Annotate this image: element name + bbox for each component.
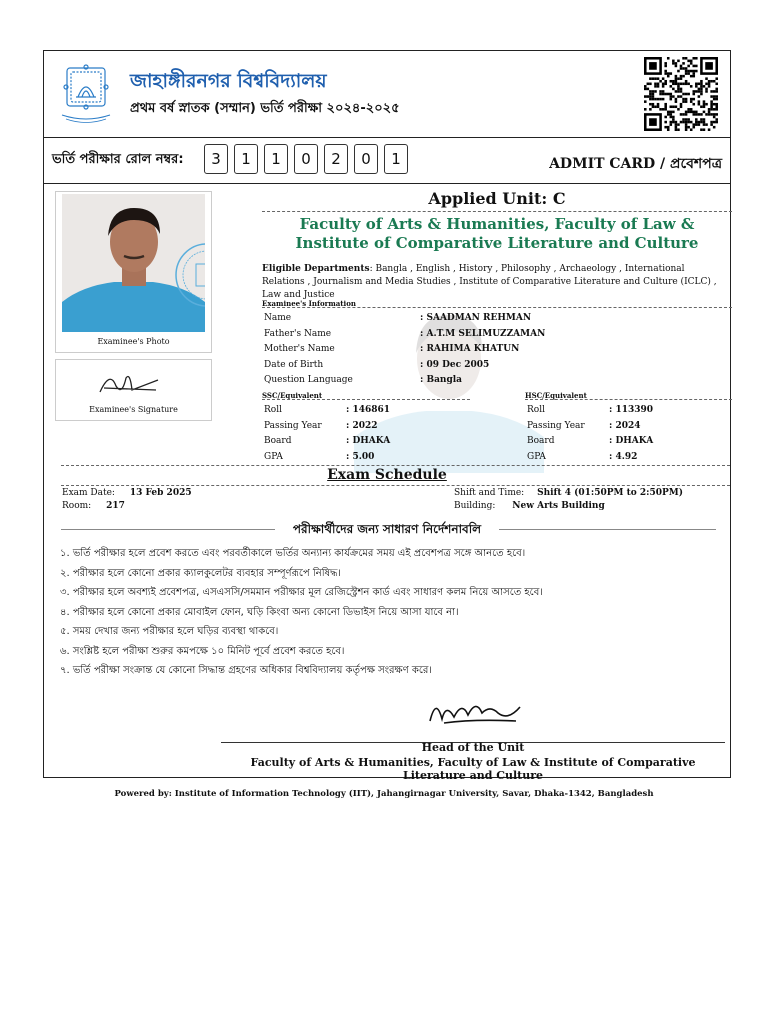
info-label: Father's Name [264, 328, 332, 339]
roll-digit: 3 [204, 144, 228, 174]
hsc-label-cell: GPA [527, 451, 546, 462]
divider [525, 399, 732, 400]
instruction-item: ৭. ভর্তি পরীক্ষা সংক্রান্ত যে কোনো সিদ্ধান্ত গ্রহণের অধিকার বিশ্ববিদ্যালয় কর্তৃপক্ষ সংরক্ষণ করে। [60, 665, 432, 676]
info-value: : 09 Dec 2005 [420, 359, 490, 370]
shift-value: Shift 4 (01:50PM to 2:50PM) [537, 488, 683, 498]
hsc-value: : 2024 [609, 420, 641, 431]
ssc-value: : 2022 [346, 420, 378, 431]
powered-by: Powered by: Institute of Information Technology (IIT), Jahangirnagar University, Savar, Dhaka-1342, Bangladesh [114, 789, 654, 799]
roll-number-digits [204, 144, 408, 174]
ssc-label-cell: Board [264, 436, 292, 446]
university-seal-icon [174, 242, 205, 308]
roll-digit: 0 [294, 144, 318, 174]
examinee-photo [62, 194, 205, 332]
info-value: : A.T.M SELIMUZZAMAN [420, 328, 546, 339]
examinee-info-label: Examinee's Information [262, 299, 356, 308]
hsc-table [527, 405, 727, 469]
hsc-label-cell: Roll [527, 405, 545, 415]
exam-date-value: 13 Feb 2025 [129, 488, 192, 498]
instruction-item: ২. পরীক্ষার হলে কোনো প্রকার ক্যালকুলেটর ব্যবহার সম্পূর্ণরূপে নিষিদ্ধ। [60, 567, 341, 579]
building-value: New Arts Building [512, 501, 605, 511]
hsc-value: : 113390 [609, 405, 654, 415]
roll-number-label: ভর্তি পরীক্ষার রোল নম্বর: [52, 152, 184, 167]
divider [61, 485, 730, 486]
roll-digit: 1 [264, 144, 288, 174]
roll-digit: 1 [234, 144, 258, 174]
instruction-item: ৩. পরীক্ষার হলে অবশ্যই প্রবেশপত্র, এসএসসি/সমমান পরীক্ষার মূল রেজিস্ট্রেশন কার্ড এবং সাধারণ কলম নিয়ে আসতে হবে। [60, 587, 543, 598]
examinee-signature-icon [96, 366, 166, 400]
signature-caption: Examinee's Signature [89, 405, 178, 414]
applied-unit: Applied Unit: C [428, 189, 566, 208]
card-header [44, 51, 730, 138]
admit-card-title: ADMIT CARD / প্রবেশপত্র [549, 156, 722, 172]
info-value: : RAHIMA KHATUN [420, 344, 520, 354]
info-value: : Bangla [420, 375, 462, 385]
room-value: 217 [106, 501, 125, 511]
head-faculty: Faculty of Arts & Humanities, Faculty of Law & Institute of Comparative Literature and Culture [250, 756, 696, 782]
ssc-label-cell: GPA [264, 451, 283, 462]
exam-shift [454, 488, 683, 498]
exam-date [62, 488, 192, 498]
eligible-list: : Bangla , English , History , Philosophy , Archaeology , International Relations , Journalism and Media Studies , Institute of Comparative Literature and Culture (ICLC) , Law and Justice [262, 264, 717, 300]
info-label: Mother's Name [264, 344, 335, 354]
roll-digit: 1 [384, 144, 408, 174]
eligible-label: Eligible Departments [262, 264, 370, 274]
hsc-label-cell: Board [527, 436, 555, 446]
photo-caption: Examinee's Photo [97, 337, 170, 346]
ssc-table [264, 405, 464, 469]
building-label: Building: [454, 501, 496, 511]
examinee-signature-box [55, 359, 212, 421]
instruction-item: ১. ভর্তি পরীক্ষার হলে প্রবেশ করতে এবং পরবর্তীকালে ভর্তির অন্যান্য কার্যক্রমের সময় এই প্রবেশপত্র সঙ্গে আনতে হবে। [60, 548, 526, 559]
exam-room [62, 501, 125, 511]
faculty-title: Faculty of Arts & Humanities, Faculty of Law & Institute of Comparative Literature and Culture [295, 215, 699, 252]
instructions-title: পরীক্ষার্থীদের জন্য সাধারণ নির্দেশনাবলি [292, 522, 482, 536]
divider [262, 399, 470, 400]
qr-code-icon [644, 57, 718, 131]
ssc-value: : DHAKA [346, 436, 391, 446]
instruction-item: ৪. পরীক্ষার হলে কোনো প্রকার মোবাইল ফোন, ঘড়ি কিংবা অন্য কোনো ডিভাইস নিয়ে আসা যাবে না। [60, 606, 459, 618]
roll-number-bar [44, 137, 730, 184]
info-label: Date of Birth [264, 359, 324, 370]
info-label: Question Language [264, 375, 353, 385]
exam-building [454, 501, 605, 511]
shift-label: Shift and Time: [454, 488, 525, 498]
head-signature-icon [424, 691, 524, 731]
ssc-label-cell: Passing Year [264, 420, 322, 431]
instructions-list [60, 546, 543, 683]
divider [61, 465, 730, 466]
admit-card [43, 50, 731, 782]
university-logo-icon [58, 63, 114, 125]
university-name: জাহাঙ্গীরনগর বিশ্ববিদ্যালয় [130, 70, 327, 92]
hsc-value: : DHAKA [609, 436, 654, 446]
examinee-info-table [264, 313, 724, 393]
instruction-item: ৫. সময় দেখার জন্য পরীক্ষার হলে ঘড়ির ব্যবস্থা থাকবে। [60, 626, 279, 637]
ssc-value: : 5.00 [346, 451, 375, 462]
room-label: Room: [62, 501, 92, 511]
hsc-label: HSC/Equivalent [525, 391, 587, 400]
info-label: Name [264, 313, 292, 323]
examinee-photo-box [55, 191, 212, 353]
instruction-item: ৬. সংশ্লিষ্ট হলে পরীক্ষা শুরুর কমপক্ষে ১০ মিনিট পূর্বে প্রবেশ করতে হবে। [60, 645, 345, 657]
exam-date-label: Exam Date: [62, 488, 115, 498]
divider [262, 211, 732, 212]
exam-schedule-title: Exam Schedule [327, 467, 447, 483]
divider [262, 307, 732, 308]
ssc-label-cell: Roll [264, 405, 282, 415]
hsc-label-cell: Passing Year [527, 420, 585, 431]
roll-digit: 2 [324, 144, 348, 174]
info-value: : SAADMAN REHMAN [420, 313, 532, 323]
ssc-value: : 146861 [346, 405, 391, 415]
ssc-label: SSC/Equivalent [262, 391, 323, 400]
head-of-unit: Head of the Unit [421, 741, 525, 754]
roll-digit: 0 [354, 144, 378, 174]
hsc-value: : 4.92 [609, 451, 638, 462]
exam-title: প্রথম বর্ষ স্নাতক (সম্মান) ভর্তি পরীক্ষা ২০২৪-২০২৫ [130, 101, 400, 116]
